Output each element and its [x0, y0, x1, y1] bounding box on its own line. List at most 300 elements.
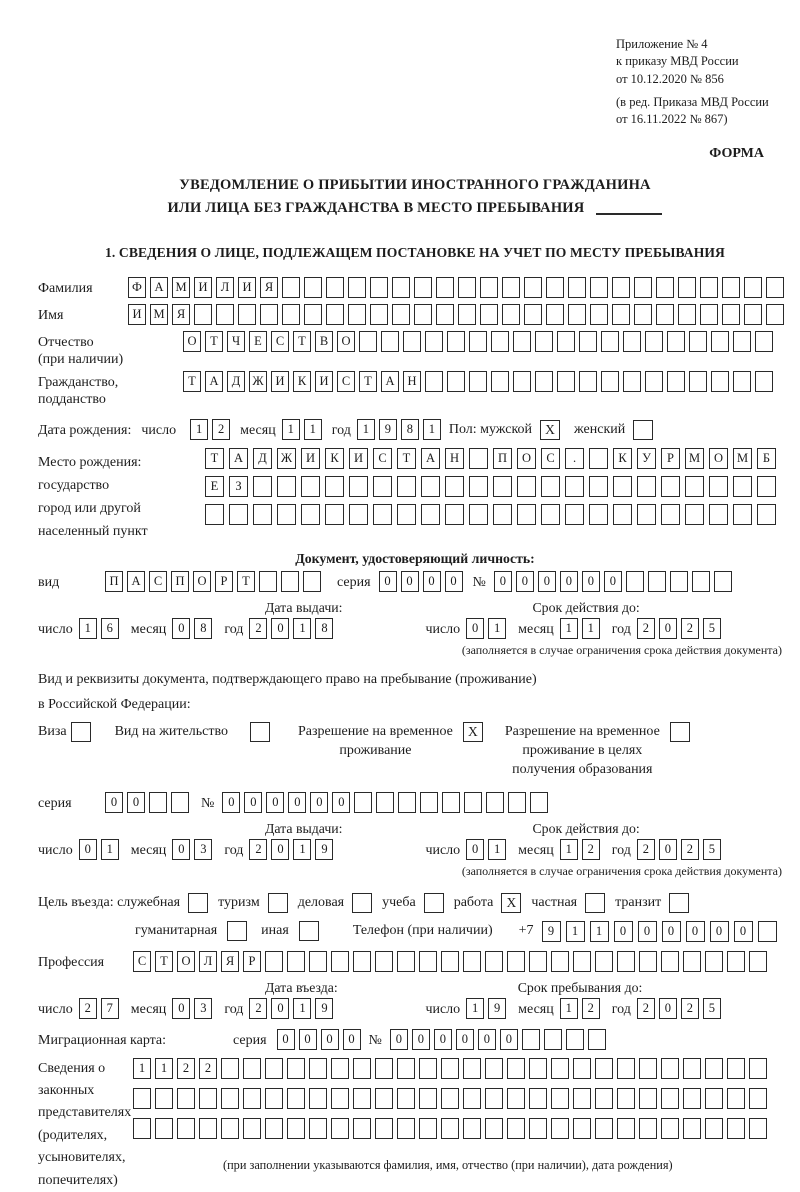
char-cell[interactable]: 8: [315, 618, 333, 639]
char-cell[interactable]: [331, 951, 349, 972]
representatives-row2-cells[interactable]: [133, 1088, 767, 1109]
char-cell[interactable]: [541, 504, 560, 525]
char-cell[interactable]: [566, 1029, 584, 1050]
char-cell[interactable]: [441, 1058, 459, 1079]
char-cell[interactable]: [419, 1058, 437, 1079]
residence-valid-month-cells[interactable]: [560, 839, 600, 860]
char-cell[interactable]: [353, 1118, 371, 1139]
char-cell[interactable]: [414, 304, 432, 325]
char-cell[interactable]: [353, 1058, 371, 1079]
char-cell[interactable]: 1: [423, 419, 441, 440]
stay-month-cells[interactable]: [560, 998, 600, 1019]
entry-day-cells[interactable]: [79, 998, 119, 1019]
char-cell[interactable]: [458, 277, 476, 298]
char-cell[interactable]: 0: [266, 792, 284, 813]
char-cell[interactable]: [530, 792, 548, 813]
char-cell[interactable]: [529, 1088, 547, 1109]
entry-year-cells[interactable]: [249, 998, 333, 1019]
char-cell[interactable]: [419, 1118, 437, 1139]
char-cell[interactable]: [579, 331, 597, 352]
char-cell[interactable]: 0: [604, 571, 622, 592]
char-cell[interactable]: [744, 277, 762, 298]
char-cell[interactable]: 0: [379, 571, 397, 592]
char-cell[interactable]: 1: [582, 618, 600, 639]
char-cell[interactable]: [370, 277, 388, 298]
purpose-business-checkbox[interactable]: [352, 893, 372, 913]
char-cell[interactable]: 2: [212, 419, 230, 440]
char-cell[interactable]: [287, 1088, 305, 1109]
char-cell[interactable]: Я: [260, 277, 278, 298]
char-cell[interactable]: [375, 1058, 393, 1079]
char-cell[interactable]: [645, 371, 663, 392]
char-cell[interactable]: 0: [271, 618, 289, 639]
doc-valid-month-cells[interactable]: [560, 618, 600, 639]
char-cell[interactable]: 1: [101, 839, 119, 860]
char-cell[interactable]: [447, 371, 465, 392]
purpose-service-checkbox[interactable]: [188, 893, 208, 913]
char-cell[interactable]: 0: [659, 839, 677, 860]
char-cell[interactable]: [507, 951, 525, 972]
stay-year-cells[interactable]: [637, 998, 721, 1019]
char-cell[interactable]: [568, 304, 586, 325]
char-cell[interactable]: [617, 1058, 635, 1079]
char-cell[interactable]: 0: [662, 921, 681, 942]
char-cell[interactable]: [376, 792, 394, 813]
char-cell[interactable]: [238, 304, 256, 325]
char-cell[interactable]: [397, 1058, 415, 1079]
char-cell[interactable]: 1: [293, 618, 311, 639]
char-cell[interactable]: [309, 1118, 327, 1139]
char-cell[interactable]: 2: [582, 998, 600, 1019]
char-cell[interactable]: [480, 277, 498, 298]
char-cell[interactable]: 2: [637, 618, 655, 639]
char-cell[interactable]: [683, 951, 701, 972]
char-cell[interactable]: [595, 1118, 613, 1139]
char-cell[interactable]: [243, 1088, 261, 1109]
char-cell[interactable]: [359, 331, 377, 352]
char-cell[interactable]: [133, 1088, 151, 1109]
char-cell[interactable]: [700, 277, 718, 298]
char-cell[interactable]: [755, 371, 773, 392]
char-cell[interactable]: [639, 1088, 657, 1109]
char-cell[interactable]: 0: [638, 921, 657, 942]
char-cell[interactable]: [661, 476, 680, 497]
char-cell[interactable]: [353, 951, 371, 972]
char-cell[interactable]: 8: [194, 618, 212, 639]
char-cell[interactable]: С: [271, 331, 289, 352]
char-cell[interactable]: [282, 304, 300, 325]
char-cell[interactable]: [535, 331, 553, 352]
sex-male-checkbox[interactable]: X: [540, 420, 560, 440]
char-cell[interactable]: 9: [315, 998, 333, 1019]
char-cell[interactable]: [441, 1088, 459, 1109]
char-cell[interactable]: 0: [172, 618, 190, 639]
char-cell[interactable]: [551, 1088, 569, 1109]
visa-checkbox[interactable]: [71, 722, 91, 742]
char-cell[interactable]: [508, 792, 526, 813]
char-cell[interactable]: [529, 1118, 547, 1139]
doc-series-cells[interactable]: [379, 571, 463, 592]
phone-cells[interactable]: [542, 921, 777, 942]
char-cell[interactable]: [301, 504, 320, 525]
char-cell[interactable]: 0: [494, 571, 512, 592]
patronymic-cells[interactable]: [183, 331, 773, 352]
representatives-row1-cells[interactable]: [133, 1058, 767, 1079]
char-cell[interactable]: 0: [734, 921, 753, 942]
char-cell[interactable]: [589, 448, 608, 469]
char-cell[interactable]: [595, 1088, 613, 1109]
char-cell[interactable]: [325, 476, 344, 497]
char-cell[interactable]: [685, 476, 704, 497]
char-cell[interactable]: [522, 1029, 540, 1050]
char-cell[interactable]: [709, 476, 728, 497]
char-cell[interactable]: М: [733, 448, 752, 469]
char-cell[interactable]: [749, 951, 767, 972]
char-cell[interactable]: [425, 371, 443, 392]
char-cell[interactable]: [637, 476, 656, 497]
char-cell[interactable]: [744, 304, 762, 325]
char-cell[interactable]: 1: [155, 1058, 173, 1079]
char-cell[interactable]: Л: [216, 277, 234, 298]
char-cell[interactable]: О: [517, 448, 536, 469]
birthdate-month-cells[interactable]: [282, 419, 322, 440]
char-cell[interactable]: 2: [681, 618, 699, 639]
char-cell[interactable]: [392, 277, 410, 298]
char-cell[interactable]: Н: [445, 448, 464, 469]
char-cell[interactable]: [419, 951, 437, 972]
char-cell[interactable]: [544, 1029, 562, 1050]
char-cell[interactable]: 2: [637, 998, 655, 1019]
char-cell[interactable]: Т: [397, 448, 416, 469]
char-cell[interactable]: А: [150, 277, 168, 298]
rvp-checkbox[interactable]: X: [463, 722, 483, 742]
char-cell[interactable]: [287, 1118, 305, 1139]
char-cell[interactable]: 2: [177, 1058, 195, 1079]
char-cell[interactable]: 0: [659, 998, 677, 1019]
char-cell[interactable]: [689, 371, 707, 392]
char-cell[interactable]: [705, 1118, 723, 1139]
char-cell[interactable]: [253, 504, 272, 525]
char-cell[interactable]: [392, 304, 410, 325]
char-cell[interactable]: Т: [359, 371, 377, 392]
char-cell[interactable]: 1: [560, 618, 578, 639]
char-cell[interactable]: 0: [445, 571, 463, 592]
char-cell[interactable]: [541, 476, 560, 497]
char-cell[interactable]: [637, 504, 656, 525]
char-cell[interactable]: [425, 331, 443, 352]
residence-permit-checkbox[interactable]: [250, 722, 270, 742]
purpose-study-checkbox[interactable]: [424, 893, 444, 913]
char-cell[interactable]: [502, 277, 520, 298]
char-cell[interactable]: И: [315, 371, 333, 392]
residence-valid-year-cells[interactable]: [637, 839, 721, 860]
char-cell[interactable]: [589, 476, 608, 497]
char-cell[interactable]: [309, 1058, 327, 1079]
char-cell[interactable]: [354, 792, 372, 813]
residence-issue-year-cells[interactable]: [249, 839, 333, 860]
char-cell[interactable]: 1: [488, 839, 506, 860]
char-cell[interactable]: [447, 331, 465, 352]
char-cell[interactable]: [755, 331, 773, 352]
char-cell[interactable]: [348, 304, 366, 325]
doc-issue-year-cells[interactable]: [249, 618, 333, 639]
char-cell[interactable]: У: [637, 448, 656, 469]
char-cell[interactable]: 0: [271, 839, 289, 860]
char-cell[interactable]: [617, 1118, 635, 1139]
char-cell[interactable]: 9: [379, 419, 397, 440]
char-cell[interactable]: 1: [133, 1058, 151, 1079]
char-cell[interactable]: [689, 331, 707, 352]
char-cell[interactable]: [265, 1088, 283, 1109]
char-cell[interactable]: [309, 951, 327, 972]
char-cell[interactable]: О: [337, 331, 355, 352]
char-cell[interactable]: [733, 504, 752, 525]
birthplace-row2-cells[interactable]: [205, 476, 776, 497]
char-cell[interactable]: [463, 951, 481, 972]
char-cell[interactable]: М: [172, 277, 190, 298]
char-cell[interactable]: [612, 277, 630, 298]
char-cell[interactable]: [700, 304, 718, 325]
char-cell[interactable]: [590, 304, 608, 325]
char-cell[interactable]: 5: [703, 618, 721, 639]
char-cell[interactable]: [661, 951, 679, 972]
char-cell[interactable]: [458, 304, 476, 325]
purpose-other-checkbox[interactable]: [299, 921, 319, 941]
char-cell[interactable]: 0: [412, 1029, 430, 1050]
char-cell[interactable]: 0: [466, 618, 484, 639]
rvp-education-checkbox[interactable]: [670, 722, 690, 742]
char-cell[interactable]: [568, 277, 586, 298]
char-cell[interactable]: 0: [127, 792, 145, 813]
char-cell[interactable]: 2: [199, 1058, 217, 1079]
char-cell[interactable]: С: [337, 371, 355, 392]
char-cell[interactable]: [221, 1118, 239, 1139]
char-cell[interactable]: [639, 951, 657, 972]
char-cell[interactable]: 0: [582, 571, 600, 592]
char-cell[interactable]: А: [205, 371, 223, 392]
char-cell[interactable]: [683, 1058, 701, 1079]
char-cell[interactable]: А: [229, 448, 248, 469]
doc-type-cells[interactable]: [105, 571, 321, 592]
char-cell[interactable]: 2: [681, 839, 699, 860]
char-cell[interactable]: 0: [271, 998, 289, 1019]
char-cell[interactable]: [705, 951, 723, 972]
char-cell[interactable]: [705, 1058, 723, 1079]
char-cell[interactable]: [243, 1058, 261, 1079]
char-cell[interactable]: [282, 277, 300, 298]
birthdate-day-cells[interactable]: [190, 419, 230, 440]
char-cell[interactable]: Д: [253, 448, 272, 469]
char-cell[interactable]: [221, 1088, 239, 1109]
char-cell[interactable]: 1: [293, 998, 311, 1019]
char-cell[interactable]: А: [421, 448, 440, 469]
char-cell[interactable]: [727, 951, 745, 972]
char-cell[interactable]: [766, 277, 784, 298]
char-cell[interactable]: [595, 1058, 613, 1079]
char-cell[interactable]: [155, 1088, 173, 1109]
char-cell[interactable]: [421, 504, 440, 525]
char-cell[interactable]: Л: [199, 951, 217, 972]
char-cell[interactable]: [670, 571, 688, 592]
char-cell[interactable]: 1: [466, 998, 484, 1019]
char-cell[interactable]: [265, 951, 283, 972]
char-cell[interactable]: [613, 476, 632, 497]
char-cell[interactable]: [513, 331, 531, 352]
char-cell[interactable]: 0: [401, 571, 419, 592]
char-cell[interactable]: [613, 504, 632, 525]
char-cell[interactable]: М: [150, 304, 168, 325]
char-cell[interactable]: 2: [249, 839, 267, 860]
char-cell[interactable]: П: [171, 571, 189, 592]
char-cell[interactable]: К: [613, 448, 632, 469]
char-cell[interactable]: 9: [315, 839, 333, 860]
char-cell[interactable]: [420, 792, 438, 813]
char-cell[interactable]: П: [493, 448, 512, 469]
char-cell[interactable]: [486, 792, 504, 813]
char-cell[interactable]: [493, 476, 512, 497]
purpose-private-checkbox[interactable]: [585, 893, 605, 913]
char-cell[interactable]: Т: [293, 331, 311, 352]
birthplace-row3-cells[interactable]: [205, 504, 776, 525]
char-cell[interactable]: 0: [79, 839, 97, 860]
char-cell[interactable]: [177, 1118, 195, 1139]
char-cell[interactable]: [507, 1058, 525, 1079]
char-cell[interactable]: [353, 1088, 371, 1109]
char-cell[interactable]: [661, 1058, 679, 1079]
char-cell[interactable]: [480, 304, 498, 325]
char-cell[interactable]: 2: [249, 998, 267, 1019]
char-cell[interactable]: [397, 1118, 415, 1139]
char-cell[interactable]: 1: [357, 419, 375, 440]
char-cell[interactable]: [194, 304, 212, 325]
char-cell[interactable]: [375, 951, 393, 972]
doc-number-cells[interactable]: [494, 571, 732, 592]
char-cell[interactable]: [419, 1088, 437, 1109]
birthplace-row1-cells[interactable]: [205, 448, 776, 469]
firstname-cells[interactable]: [128, 304, 784, 325]
char-cell[interactable]: 0: [390, 1029, 408, 1050]
char-cell[interactable]: 8: [401, 419, 419, 440]
char-cell[interactable]: [507, 1118, 525, 1139]
doc-issue-day-cells[interactable]: [79, 618, 119, 639]
char-cell[interactable]: [421, 476, 440, 497]
char-cell[interactable]: [573, 1088, 591, 1109]
char-cell[interactable]: 0: [172, 839, 190, 860]
char-cell[interactable]: 7: [101, 998, 119, 1019]
char-cell[interactable]: [749, 1118, 767, 1139]
char-cell[interactable]: 0: [288, 792, 306, 813]
char-cell[interactable]: [709, 504, 728, 525]
char-cell[interactable]: [260, 304, 278, 325]
char-cell[interactable]: 1: [304, 419, 322, 440]
char-cell[interactable]: П: [105, 571, 123, 592]
char-cell[interactable]: [301, 476, 320, 497]
representatives-row3-cells[interactable]: [133, 1118, 767, 1139]
char-cell[interactable]: А: [381, 371, 399, 392]
char-cell[interactable]: С: [149, 571, 167, 592]
char-cell[interactable]: И: [301, 448, 320, 469]
char-cell[interactable]: [749, 1058, 767, 1079]
char-cell[interactable]: [683, 1088, 701, 1109]
char-cell[interactable]: [375, 1118, 393, 1139]
char-cell[interactable]: [733, 371, 751, 392]
char-cell[interactable]: [398, 792, 416, 813]
char-cell[interactable]: [727, 1058, 745, 1079]
char-cell[interactable]: [667, 331, 685, 352]
char-cell[interactable]: 0: [105, 792, 123, 813]
char-cell[interactable]: [304, 277, 322, 298]
char-cell[interactable]: [469, 476, 488, 497]
char-cell[interactable]: [557, 371, 575, 392]
migration-number-cells[interactable]: [390, 1029, 606, 1050]
residence-number-cells[interactable]: [222, 792, 548, 813]
char-cell[interactable]: Ж: [249, 371, 267, 392]
char-cell[interactable]: [259, 571, 277, 592]
char-cell[interactable]: [634, 277, 652, 298]
migration-series-cells[interactable]: [277, 1029, 361, 1050]
char-cell[interactable]: [524, 277, 542, 298]
char-cell[interactable]: 0: [277, 1029, 295, 1050]
char-cell[interactable]: М: [685, 448, 704, 469]
char-cell[interactable]: Ч: [227, 331, 245, 352]
char-cell[interactable]: И: [238, 277, 256, 298]
char-cell[interactable]: 0: [466, 839, 484, 860]
entry-month-cells[interactable]: [172, 998, 212, 1019]
char-cell[interactable]: Я: [172, 304, 190, 325]
char-cell[interactable]: О: [183, 331, 201, 352]
char-cell[interactable]: [639, 1118, 657, 1139]
char-cell[interactable]: [493, 504, 512, 525]
char-cell[interactable]: [205, 504, 224, 525]
char-cell[interactable]: 0: [310, 792, 328, 813]
char-cell[interactable]: 2: [249, 618, 267, 639]
char-cell[interactable]: И: [194, 277, 212, 298]
char-cell[interactable]: [727, 1118, 745, 1139]
char-cell[interactable]: [661, 1088, 679, 1109]
char-cell[interactable]: [645, 331, 663, 352]
char-cell[interactable]: 0: [710, 921, 729, 942]
char-cell[interactable]: [277, 476, 296, 497]
char-cell[interactable]: [757, 476, 776, 497]
char-cell[interactable]: [326, 304, 344, 325]
char-cell[interactable]: [661, 504, 680, 525]
char-cell[interactable]: [749, 1088, 767, 1109]
char-cell[interactable]: [375, 1088, 393, 1109]
char-cell[interactable]: О: [193, 571, 211, 592]
char-cell[interactable]: 3: [194, 998, 212, 1019]
char-cell[interactable]: [733, 331, 751, 352]
char-cell[interactable]: [133, 1118, 151, 1139]
char-cell[interactable]: 5: [703, 839, 721, 860]
char-cell[interactable]: 6: [101, 618, 119, 639]
doc-valid-year-cells[interactable]: [637, 618, 721, 639]
char-cell[interactable]: [535, 371, 553, 392]
char-cell[interactable]: [325, 504, 344, 525]
char-cell[interactable]: [287, 1058, 305, 1079]
residence-series-cells[interactable]: [105, 792, 189, 813]
residence-issue-day-cells[interactable]: [79, 839, 119, 860]
char-cell[interactable]: [711, 371, 729, 392]
char-cell[interactable]: [623, 331, 641, 352]
purpose-humanitarian-checkbox[interactable]: [227, 921, 247, 941]
char-cell[interactable]: С: [541, 448, 560, 469]
char-cell[interactable]: Р: [661, 448, 680, 469]
char-cell[interactable]: 0: [321, 1029, 339, 1050]
char-cell[interactable]: 0: [500, 1029, 518, 1050]
char-cell[interactable]: [445, 476, 464, 497]
char-cell[interactable]: Д: [227, 371, 245, 392]
char-cell[interactable]: К: [293, 371, 311, 392]
